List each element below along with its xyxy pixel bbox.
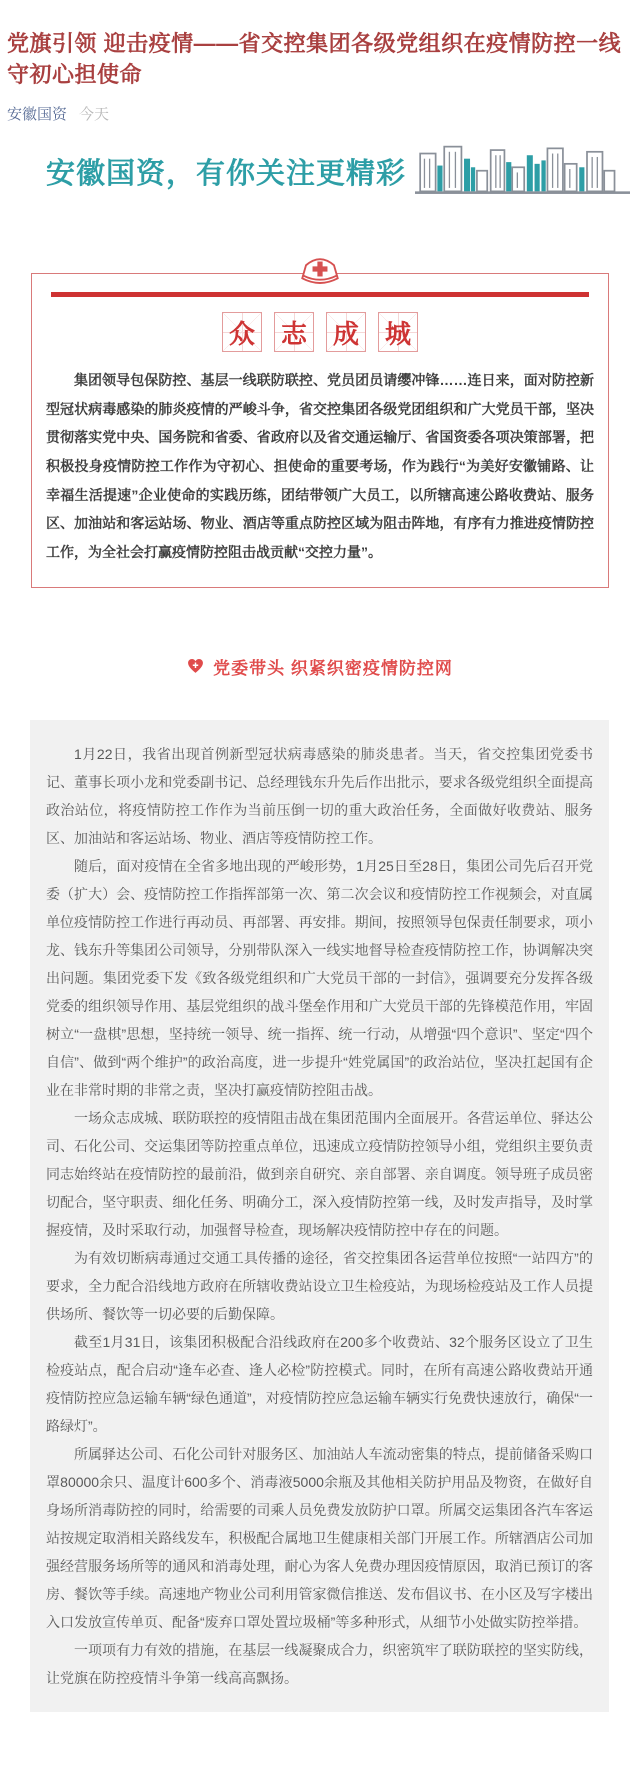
account-promo-banner[interactable] — [0, 139, 640, 203]
pledge-paragraph: 集团领导包保防控、基层一线联防联控、党员团员请缨冲锋……连日来，面对防控新型冠状病毒感染的肺炎疫情的严峻斗争，省交控集团各级党团组织和广大党员干部，坚决贯彻落实党中央、国务院和省委、省政府以及省交通运输厅、省国资委各项决策部署，把积极投身疫情防控工作作为守初心、担使命的重要考场，作为践行“为美好安徽铺路、让幸福生活提速”企业使命的实践历练，团结带领广大员工，以所辖高速公路收费站、服务区、加油站和客运站场、物业、酒店等重点防控区域为阻击阵地，有序有力推进疫情防控工作，为全社会打赢疫情防控阻击战贡献“交控力量”。 — [46, 372, 594, 561]
pledge-box — [31, 273, 609, 588]
publish-date: 今天 — [79, 106, 110, 123]
heart-icon — [187, 658, 204, 674]
red-divider-bar — [51, 292, 589, 297]
nurse-cap-icon — [292, 249, 348, 289]
body-paragraph: 1月22日，我省出现首例新型冠状病毒感染的肺炎患者。当天，省交控集团党委书记、董事长项小龙和党委副书记、总经理钱东升先后作出批示，要求各级党组织全面提高政治站位，将疫情防控工作作为当前压倒一切的重大政治任务，全面做好收费站、服务区、加油站和客运站场、物业、酒店等疫情防控工作。 — [46, 745, 593, 846]
body-paragraph: 为有效切断病毒通过交通工具传播的途径，省交控集团各运营单位按照“一站四方”的要求，全力配合沿线地方政府在所辖收费站设立卫生检疫站，为现场检疫站及工作人员提供场所、餐饮等一切必要的后勤保障。 — [46, 1249, 593, 1322]
slogan-char-cell: 成 — [326, 312, 366, 352]
page-title: 党旗引领 迎击疫情——省交控集团各级党组织在疫情防控一线守初心担使命 — [7, 31, 622, 87]
body-paragraph: 一场众志成城、联防联控的疫情阻击战在集团范围内全面展开。各营运单位、驿达公司、石化公司、交运集团等防控重点单位，迅速成立疫情防控领导小组，党组织主要负责同志始终站在疫情防控的最前沿，做到亲自研究、亲自部署、亲自调度。领导班子成员密切配合，坚守职责、细化任务、明确分工，深入疫情防控第一线，及时发声指导，及时掌握疫情，及时采取行动，加强督导检查，现场解决疫情防控中存在的问题。 — [46, 1109, 593, 1238]
article-body-box — [30, 720, 609, 1712]
banner-slogan-text: 安徽国资，有你关注更精彩 — [46, 157, 407, 190]
section-heading — [0, 654, 640, 679]
body-paragraph: 随后，面对疫情在全省多地出现的严峻形势，1月25日至28日，集团公司先后召开党委（扩大）会、疫情防控工作指挥部第一次、第二次会议和疫情防控工作视频会，对直属单位疫情防控工作进行再动员、再部署、再安排。期间，按照领导包保责任制要求，项小龙、钱东升等集团公司领导，分别带队深入一线实地督导检查疫情防控工作，协调解决突出问题。集团党委下发《致各级党组织和广大党员干部的一封信》，强调要充分发挥各级党委的组织领导作用、基层党组织的战斗堡垒作用和广大党员干部的先锋模范作用，牢固树立“一盘棋”思想，坚持统一领导、统一指挥、统一行动，从增强“四个意识”、坚定“四个自信”、做到“两个维护”的政治高度，进一步提升“姓党属国”的政治站位，坚决扛起国有企业在非常时期的非常之责，坚决打赢疫情防控阻击战。 — [46, 857, 593, 1098]
body-paragraph: 一项项有力有效的措施，在基层一线凝聚成合力，织密筑牢了联防联控的坚实防线，让党旗在防控疫情斗争第一线高高飘扬。 — [46, 1641, 593, 1686]
city-skyline-icon — [415, 140, 630, 203]
slogan-char-cell: 城 — [378, 312, 418, 352]
section-heading-text: 党委带头 织紧织密疫情防控网 — [213, 658, 453, 678]
slogan-char-cell: 志 — [274, 312, 314, 352]
byline — [7, 103, 633, 124]
body-paragraph: 截至1月31日，该集团积极配合沿线政府在200多个收费站、32个服务区设立了卫生检疫站点，配合启动“逢车必查、逢人必检”防控模式。同时，在所有高速公路收费站开通疫情防控应急运输车辆“绿色通道”，对疫情防控应急运输车辆实行免费快速放行，确保“一路绿灯”。 — [46, 1333, 593, 1434]
slogan-grid-row — [44, 312, 596, 352]
body-paragraph: 所属驿达公司、石化公司针对服务区、加油站人车流动密集的特点，提前储备采购口罩80000余只、温度计600多个、消毒液5000余瓶及其他相关防护用品及物资，在做好自身场所消毒防控的同时，给需要的司乘人员免费发放防护口罩。所属交运集团各汽车客运站按规定取消相关路线发车，积极配合属地卫生健康相关部门开展工作。所辖酒店公司加强经营服务场所等的通风和消毒处理，耐心为客人免费办理因疫情原因，取消已预订的客房、餐饮等手续。高速地产物业公司利用管家微信推送、发布倡议书、在小区及写字楼出入口发放宣传单页、配备“废弃口罩处置垃圾桶”等多种形式，从细节小处做实防控举措。 — [46, 1445, 593, 1630]
account-name-link[interactable]: 安徽国资 — [7, 106, 68, 123]
slogan-char-cell: 众 — [222, 312, 262, 352]
